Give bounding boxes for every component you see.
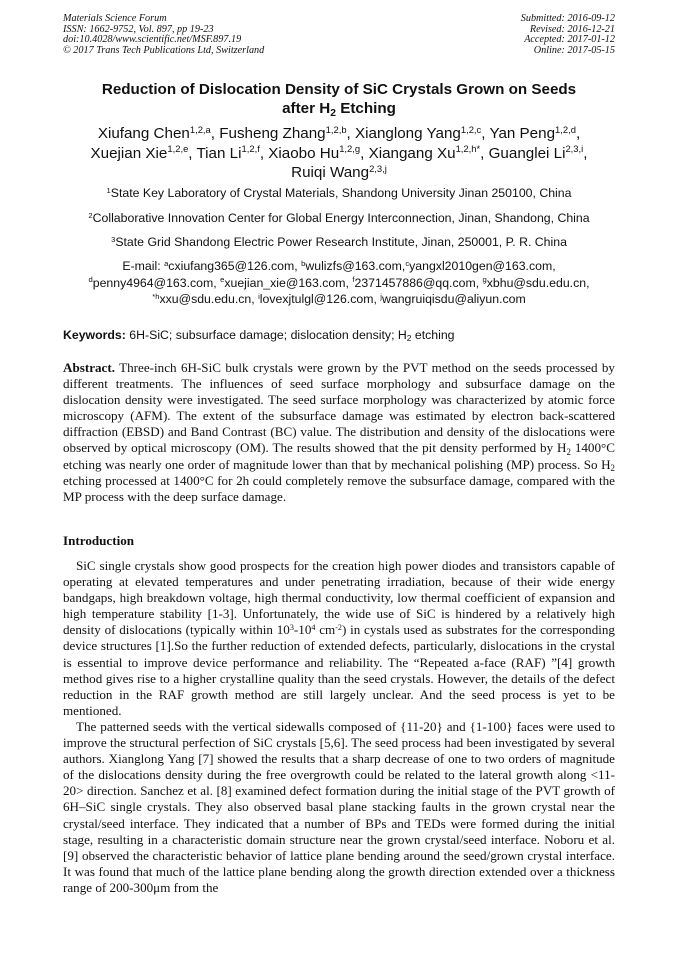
copyright: © 2017 Trans Tech Publications Ltd, Switzerland (63, 44, 265, 56)
journal-header (63, 14, 264, 56)
abstract: Abstract. Three-inch 6H-SiC bulk crystals were grown by the PVT method on the seeds processed by different treatments. The influences of seed surface morphology and subsurface damage on the dislocation density were investigated. The seed surface morphology was characterized by atomic force microscopy (AFM). The extent of the subsurface damage was estimated by electron back-scattered diffraction (EBSD) and Band Contrast (BC) value. The distribution and density of the dislocations were observed by optical microscopy (OM). The results showed that the pit density performed by $H_2$ 1400°C etching was nearly one order of magnitude lower than that by mechanical polishing (MP) process. So $H_2$ etching processed at 1400°C for 2h could completely remove the subsurface damage, compared with the MP process with the deep surface damage. (63, 360, 615, 504)
author: Yan Peng$^{1,2,d}$ (489, 123, 576, 142)
author: Xuejian Xie$^{1,2,e}$ (90, 143, 189, 162)
affiliation: $^1$State Key Laboratory of Crystal Materials, Shandong University Jinan 250100, China (106, 185, 572, 200)
affiliation: $^2$Collaborative Innovation Center for Global Energy Interconnection, Jinan, Shandong, China (88, 210, 590, 225)
author: Xiaobo Hu$^{1,2,g}$ (268, 143, 361, 162)
email-address: wangruiqisdu@aliyun.com (382, 292, 526, 306)
email-list: E-mail: $^a$cxiufang365@126.com, $^b$wulizfs@163.com,$^c$yangxl2010gen@163.com, $^d$penny4964@163.com, $^e$xuejian_xie@163.com, $^f$2371457886@qq.com, $^g$xbhu@sdu.edu.cn, $^{*h}$xxu@sdu.edu.cn, $^i$lovexjtulgl@126.com, $^j$wangruiqisdu@aliyun.com (88, 258, 590, 306)
email-address: wulizfs@163.com (305, 259, 402, 273)
author: Xiangang $Xu^{1,2,h*}$ (368, 143, 481, 162)
author: Ruiqi Wang$^{2,3,j}$ (291, 162, 387, 181)
title-line-1: Reduction of Dislocation Density of SiC Crystals Grown on Seeds (101, 81, 577, 98)
email-address: xuejian_xie@163.com (224, 275, 346, 290)
email-address: yangxl2010gen@163.com (409, 259, 553, 273)
paragraph: SiC single crystals show good prospects for the creation high power diodes and transistors capable of operating at elevated temperatures and under penetrating irradiation, because of their wide energy bandgaps, high breakdown voltage, high thermal conductivity, low thermal coefficient of expansion and high temperature stability [1-3]. Unfortunately, the wide use of SiC is hindered by a relatively high density of dislocations (typically within $10^3-10^4$ $cm^{-2}$) in cystals used as substrates for the corresponding device structures [1].So the further reduction of extended defects, particularly, dislocations in the crystal is essential to improve device performance and reliability. The “Repeated a-face (RAF) ”[4] growth method gives rise to a higher crystalline quality than the seed crystals. However, the details of the defect reduction in the RAF growth method are still largely unclear. And the seed process is yet to be mentioned. (63, 558, 615, 718)
doi: doi:10.4028/www.scientific.net/MSF.897.19 (63, 34, 242, 46)
issn: ISSN: 1662-9752, Vol. 897, pp 19-23 (63, 23, 214, 35)
affiliation: $^3$State Grid Shandong Electric Power Research Institute, Jinan, 250001, P. R. China (111, 234, 567, 249)
revised-date: Revised: 2016-12-21 (529, 23, 615, 35)
email-address: 2371457886@qq.com (354, 275, 476, 290)
abstract-label: Abstract. (63, 360, 115, 375)
section-heading-introduction: Introduction (63, 533, 135, 548)
accepted-date: Accepted: 2017-01-12 (524, 34, 615, 46)
email-address: penny4964@163.com (92, 275, 214, 290)
email-address: cxiufang365@126.com (168, 259, 295, 273)
author: Tian Li$^{1,2,f}$ (196, 143, 260, 162)
publication-dates (521, 14, 615, 56)
author: Guanglei Li$^{2,3,i}$ (488, 143, 584, 162)
introduction-body (63, 558, 615, 896)
keywords-label: Keywords: (63, 328, 126, 342)
email-address: lovexjtulgl@126.com (259, 292, 374, 306)
title-line-2: after $H_2$ Etching (282, 100, 396, 119)
paper-title (40, 80, 638, 118)
author: Xianglong Yang$^{1,2,c}$ (355, 123, 482, 142)
submitted-date: Submitted: 2016-09-12 (520, 13, 615, 24)
paragraph: The patterned seeds with the vertical sidewalls composed of {11-20} and {1-100} faces were used to improve the structural perfection of SiC crystals [5,6]. The seed process had been investigated by several authors. Xianglong Yang [7] showed the results that a sharp decrease of one to two orders of magnitude of the dislocations density during the free overgrowth could be related to the lateral growth along <11-20> direction. Sanchez et al. [8] examined defect formation during the initial stage of the PVT growth of 6H–SiC single crystals. They also observed basal plane stacking faults in the grown crystal near the crystal/seed interface. They indicated that a number of BPs and TEDs were formed during the initial stage, resulting in a characteristic domain structure near the grown crystal/seed interface. Noboru et al. [9] observed the characteristic behavior of lattice plane bending around the seed/grown crystal interface. It was found that much of the lattice plane bending along the growth direction extended over a thickness range of 200-300μm from the (63, 718, 615, 895)
email-address: xxu@sdu.edu.cn (159, 292, 252, 306)
online-date: Online: 2017-05-15 (533, 44, 615, 56)
journal-name: Materials Science Forum (63, 13, 167, 24)
email-address: xbhu@sdu.edu.cn (486, 275, 587, 290)
author: Fusheng Zhang$^{1,2,b}$ (219, 123, 347, 142)
author: Xiufang Chen$^{1,2,a}$ (97, 123, 211, 142)
keywords: Keywords: 6H-SiC; subsurface damage; dislocation density; $H_2$ etching (63, 328, 455, 344)
author-list: Xiufang Chen$^{1,2,a}$, Fusheng Zhang$^{1,2,b}$, Xianglong Yang$^{1,2,c}$, Yan Peng$^{1,2,d}$, Xuejian Xie$^{1,2,e}$, Tian Li$^{1,2,f}$, Xiaobo Hu$^{1,2,g}$, Xiangang $Xu^{1,2,h*}$, Guanglei Li$^{2,3,i}$, Ruiqi Wang$^{2,3,j}$ (90, 123, 588, 181)
